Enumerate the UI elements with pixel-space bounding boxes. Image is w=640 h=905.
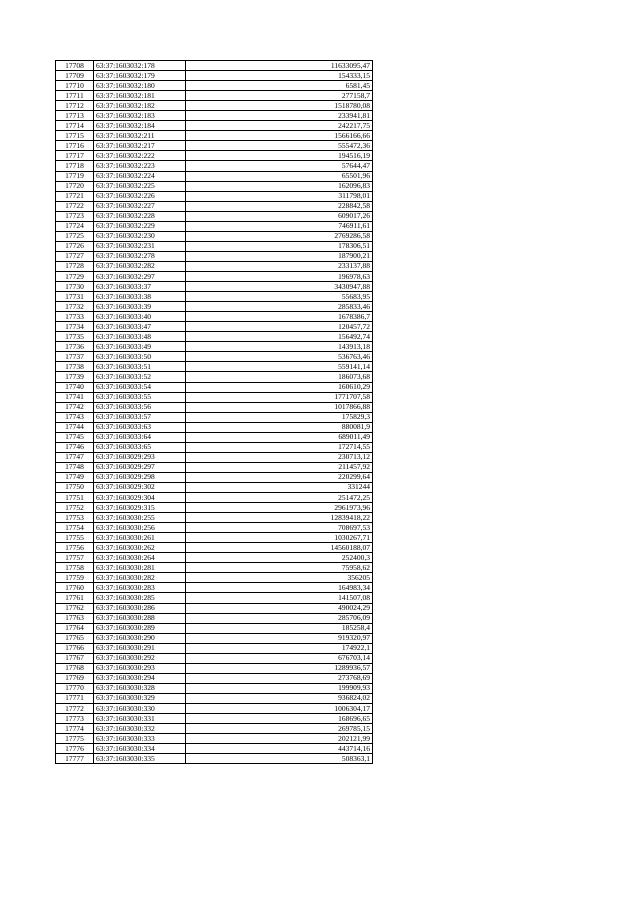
value-cell: 196978,63 <box>186 271 373 281</box>
cadastral-number-cell: 63:37:1603030:255 <box>94 513 186 523</box>
cadastral-number-cell: 63:37:1603032:225 <box>94 181 186 191</box>
row-number-cell: 17750 <box>56 482 94 492</box>
value-cell: 220299,64 <box>186 472 373 482</box>
cadastral-number-cell: 63:37:1603030:256 <box>94 523 186 533</box>
row-number-cell: 17732 <box>56 302 94 312</box>
table-row <box>56 603 373 613</box>
value-cell: 14560188,07 <box>186 543 373 553</box>
table-row <box>56 633 373 643</box>
value-cell: 57644,47 <box>186 161 373 171</box>
row-number-cell: 17716 <box>56 141 94 151</box>
row-number-cell: 17764 <box>56 623 94 633</box>
table-row <box>56 754 373 764</box>
row-number-cell: 17731 <box>56 292 94 302</box>
cadastral-number-cell: 63:37:1603032:184 <box>94 121 186 131</box>
table-row <box>56 231 373 241</box>
row-number-cell: 17767 <box>56 653 94 663</box>
value-cell: 508363,1 <box>186 754 373 764</box>
cadastral-number-cell: 63:37:1603030:331 <box>94 714 186 724</box>
value-cell: 1518780,08 <box>186 101 373 111</box>
cadastral-number-cell: 63:37:1603033:47 <box>94 322 186 332</box>
table-row <box>56 171 373 181</box>
row-number-cell: 17751 <box>56 493 94 503</box>
value-cell: 311798,01 <box>186 191 373 201</box>
table-row <box>56 673 373 683</box>
table-row <box>56 161 373 171</box>
cadastral-number-cell: 63:37:1603030:328 <box>94 683 186 693</box>
row-number-cell: 17763 <box>56 613 94 623</box>
table-row <box>56 201 373 211</box>
row-number-cell: 17755 <box>56 533 94 543</box>
table-row <box>56 623 373 633</box>
cadastral-number-cell: 63:37:1603032:224 <box>94 171 186 181</box>
table-row <box>56 683 373 693</box>
table-row <box>56 613 373 623</box>
cadastral-number-cell: 63:37:1603029:297 <box>94 462 186 472</box>
table-row <box>56 493 373 503</box>
cadastral-number-cell: 63:37:1603032:297 <box>94 271 186 281</box>
cadastral-number-cell: 63:37:1603032:226 <box>94 191 186 201</box>
table-row <box>56 462 373 472</box>
table-row <box>56 91 373 101</box>
cadastral-number-cell: 63:37:1603033:55 <box>94 392 186 402</box>
cadastral-number-cell: 63:37:1603033:52 <box>94 372 186 382</box>
row-number-cell: 17723 <box>56 211 94 221</box>
value-cell: 936824,02 <box>186 693 373 703</box>
value-cell: 55683,95 <box>186 292 373 302</box>
table-row <box>56 452 373 462</box>
cadastral-number-cell: 63:37:1603032:211 <box>94 131 186 141</box>
value-cell: 277158,7 <box>186 91 373 101</box>
table-body <box>56 61 373 764</box>
cadastral-number-cell: 63:37:1603033:57 <box>94 412 186 422</box>
row-number-cell: 17765 <box>56 633 94 643</box>
cadastral-number-cell: 63:37:1603030:294 <box>94 673 186 683</box>
row-number-cell: 17727 <box>56 251 94 261</box>
table-row <box>56 412 373 422</box>
table-row <box>56 503 373 513</box>
cadastral-number-cell: 63:37:1603032:181 <box>94 91 186 101</box>
value-cell: 175829,3 <box>186 412 373 422</box>
table-row <box>56 533 373 543</box>
value-cell: 156492,74 <box>186 332 373 342</box>
row-number-cell: 17741 <box>56 392 94 402</box>
table-row <box>56 744 373 754</box>
cadastral-number-cell: 63:37:1603030:332 <box>94 724 186 734</box>
value-cell: 1030267,71 <box>186 533 373 543</box>
value-cell: 164983,34 <box>186 583 373 593</box>
value-cell: 233941,81 <box>186 111 373 121</box>
value-cell: 120457,72 <box>186 322 373 332</box>
cadastral-number-cell: 63:37:1603030:290 <box>94 633 186 643</box>
table-row <box>56 663 373 673</box>
cadastral-number-cell: 63:37:1603030:335 <box>94 754 186 764</box>
row-number-cell: 17735 <box>56 332 94 342</box>
row-number-cell: 17770 <box>56 683 94 693</box>
row-number-cell: 17729 <box>56 271 94 281</box>
cadastral-number-cell: 63:37:1603032:222 <box>94 151 186 161</box>
value-cell: 160610,29 <box>186 382 373 392</box>
cadastral-number-cell: 63:37:1603030:282 <box>94 573 186 583</box>
cadastral-number-cell: 63:37:1603029:298 <box>94 472 186 482</box>
row-number-cell: 17740 <box>56 382 94 392</box>
row-number-cell: 17717 <box>56 151 94 161</box>
cadastral-number-cell: 63:37:1603030:333 <box>94 734 186 744</box>
row-number-cell: 17760 <box>56 583 94 593</box>
value-cell: 880081,9 <box>186 422 373 432</box>
table-row <box>56 71 373 81</box>
cadastral-number-cell: 63:37:1603032:223 <box>94 161 186 171</box>
cadastral-number-cell: 63:37:1603033:56 <box>94 402 186 412</box>
cadastral-number-cell: 63:37:1603030:334 <box>94 744 186 754</box>
table-row <box>56 121 373 131</box>
row-number-cell: 17738 <box>56 362 94 372</box>
value-cell: 143913,18 <box>186 342 373 352</box>
cadastral-number-cell: 63:37:1603033:64 <box>94 432 186 442</box>
value-cell: 331244 <box>186 482 373 492</box>
table-row <box>56 432 373 442</box>
cadastral-number-cell: 63:37:1603030:262 <box>94 543 186 553</box>
value-cell: 746911,61 <box>186 221 373 231</box>
cadastral-number-cell: 63:37:1603032:182 <box>94 101 186 111</box>
value-cell: 185258,4 <box>186 623 373 633</box>
row-number-cell: 17722 <box>56 201 94 211</box>
value-cell: 708697,53 <box>186 523 373 533</box>
table-row <box>56 573 373 583</box>
value-cell: 555472,36 <box>186 141 373 151</box>
table-row <box>56 422 373 432</box>
value-cell: 1289936,57 <box>186 663 373 673</box>
row-number-cell: 17775 <box>56 734 94 744</box>
row-number-cell: 17739 <box>56 372 94 382</box>
value-cell: 285833,46 <box>186 302 373 312</box>
cadastral-number-cell: 63:37:1603032:231 <box>94 241 186 251</box>
value-cell: 242217,75 <box>186 121 373 131</box>
row-number-cell: 17718 <box>56 161 94 171</box>
value-cell: 443714,16 <box>186 744 373 754</box>
table-row <box>56 241 373 251</box>
cadastral-number-cell: 63:37:1603033:48 <box>94 332 186 342</box>
value-cell: 162096,83 <box>186 181 373 191</box>
table-row <box>56 151 373 161</box>
value-cell: 1771707,58 <box>186 392 373 402</box>
cadastral-number-cell: 63:37:1603030:285 <box>94 593 186 603</box>
cadastral-number-cell: 63:37:1603032:227 <box>94 201 186 211</box>
table-row <box>56 101 373 111</box>
row-number-cell: 17768 <box>56 663 94 673</box>
table-row <box>56 261 373 271</box>
row-number-cell: 17725 <box>56 231 94 241</box>
cadastral-number-cell: 63:37:1603030:293 <box>94 663 186 673</box>
value-cell: 172714,55 <box>186 442 373 452</box>
row-number-cell: 17721 <box>56 191 94 201</box>
table-row <box>56 61 373 71</box>
table-row <box>56 513 373 523</box>
value-cell: 178306,51 <box>186 241 373 251</box>
row-number-cell: 17719 <box>56 171 94 181</box>
row-number-cell: 17773 <box>56 714 94 724</box>
row-number-cell: 17720 <box>56 181 94 191</box>
cadastral-number-cell: 63:37:1603033:51 <box>94 362 186 372</box>
table-row <box>56 131 373 141</box>
row-number-cell: 17749 <box>56 472 94 482</box>
value-cell: 676703,14 <box>186 653 373 663</box>
row-number-cell: 17747 <box>56 452 94 462</box>
cadastral-number-cell: 63:37:1603033:65 <box>94 442 186 452</box>
row-number-cell: 17766 <box>56 643 94 653</box>
row-number-cell: 17756 <box>56 543 94 553</box>
row-number-cell: 17712 <box>56 101 94 111</box>
table-row <box>56 402 373 412</box>
cadastral-number-cell: 63:37:1603033:63 <box>94 422 186 432</box>
table-row <box>56 302 373 312</box>
row-number-cell: 17754 <box>56 523 94 533</box>
cadastral-number-cell: 63:37:1603033:39 <box>94 302 186 312</box>
cadastral-number-cell: 63:37:1603029:304 <box>94 493 186 503</box>
table-row <box>56 543 373 553</box>
row-number-cell: 17774 <box>56 724 94 734</box>
table-row <box>56 362 373 372</box>
cadastral-number-cell: 63:37:1603033:50 <box>94 352 186 362</box>
cadastral-number-cell: 63:37:1603029:293 <box>94 452 186 462</box>
row-number-cell: 17708 <box>56 61 94 71</box>
value-cell: 141507,08 <box>186 593 373 603</box>
table-row <box>56 392 373 402</box>
value-cell: 285706,09 <box>186 613 373 623</box>
row-number-cell: 17745 <box>56 432 94 442</box>
table-row <box>56 282 373 292</box>
table-row <box>56 342 373 352</box>
table-row <box>56 734 373 744</box>
table-row <box>56 332 373 342</box>
table-row <box>56 583 373 593</box>
row-number-cell: 17733 <box>56 312 94 322</box>
value-cell: 559141,14 <box>186 362 373 372</box>
row-number-cell: 17714 <box>56 121 94 131</box>
row-number-cell: 17730 <box>56 282 94 292</box>
row-number-cell: 17759 <box>56 573 94 583</box>
cadastral-number-cell: 63:37:1603030:283 <box>94 583 186 593</box>
cadastral-number-cell: 63:37:1603033:49 <box>94 342 186 352</box>
row-number-cell: 17737 <box>56 352 94 362</box>
table-row <box>56 251 373 261</box>
table-row <box>56 111 373 121</box>
value-cell: 75958,62 <box>186 563 373 573</box>
table-row <box>56 714 373 724</box>
cadastral-number-cell: 63:37:1603030:330 <box>94 704 186 714</box>
cadastral-number-cell: 63:37:1603030:288 <box>94 613 186 623</box>
table-row <box>56 352 373 362</box>
value-cell: 199909,93 <box>186 683 373 693</box>
table-row <box>56 643 373 653</box>
value-cell: 12839418,22 <box>186 513 373 523</box>
table-row <box>56 141 373 151</box>
cadastral-number-cell: 63:37:1603032:217 <box>94 141 186 151</box>
value-cell: 187900,21 <box>186 251 373 261</box>
table-row <box>56 653 373 663</box>
row-number-cell: 17752 <box>56 503 94 513</box>
table-row <box>56 271 373 281</box>
value-cell: 1678386,7 <box>186 312 373 322</box>
row-number-cell: 17748 <box>56 462 94 472</box>
row-number-cell: 17776 <box>56 744 94 754</box>
table-row <box>56 312 373 322</box>
value-cell: 490024,29 <box>186 603 373 613</box>
row-number-cell: 17742 <box>56 402 94 412</box>
cadastral-number-cell: 63:37:1603030:291 <box>94 643 186 653</box>
value-cell: 11633095,47 <box>186 61 373 71</box>
cadastral-number-cell: 63:37:1603029:315 <box>94 503 186 513</box>
cadastral-number-cell: 63:37:1603032:180 <box>94 81 186 91</box>
table-row <box>56 322 373 332</box>
cadastral-number-cell: 63:37:1603030:264 <box>94 553 186 563</box>
cadastral-number-cell: 63:37:1603033:38 <box>94 292 186 302</box>
row-number-cell: 17743 <box>56 412 94 422</box>
table-row <box>56 292 373 302</box>
value-cell: 6581,45 <box>186 81 373 91</box>
row-number-cell: 17726 <box>56 241 94 251</box>
value-cell: 174922,1 <box>186 643 373 653</box>
value-cell: 689011,49 <box>186 432 373 442</box>
row-number-cell: 17771 <box>56 693 94 703</box>
value-cell: 194516,19 <box>186 151 373 161</box>
cadastral-number-cell: 63:37:1603032:228 <box>94 211 186 221</box>
value-cell: 919320,97 <box>186 633 373 643</box>
row-number-cell: 17777 <box>56 754 94 764</box>
row-number-cell: 17736 <box>56 342 94 352</box>
cadastral-number-cell: 63:37:1603033:54 <box>94 382 186 392</box>
cadastral-number-cell: 63:37:1603032:282 <box>94 261 186 271</box>
row-number-cell: 17711 <box>56 91 94 101</box>
value-cell: 168696,65 <box>186 714 373 724</box>
value-cell: 2961973,96 <box>186 503 373 513</box>
row-number-cell: 17709 <box>56 71 94 81</box>
value-cell: 202121,99 <box>186 734 373 744</box>
row-number-cell: 17744 <box>56 422 94 432</box>
row-number-cell: 17761 <box>56 593 94 603</box>
value-cell: 609017,26 <box>186 211 373 221</box>
value-cell: 1566166,66 <box>186 131 373 141</box>
value-cell: 356205 <box>186 573 373 583</box>
row-number-cell: 17724 <box>56 221 94 231</box>
table-row <box>56 693 373 703</box>
row-number-cell: 17734 <box>56 322 94 332</box>
cadastral-number-cell: 63:37:1603032:230 <box>94 231 186 241</box>
cadastral-number-cell: 63:37:1603029:302 <box>94 482 186 492</box>
value-cell: 228842,58 <box>186 201 373 211</box>
cadastral-number-cell: 63:37:1603030:289 <box>94 623 186 633</box>
table-row <box>56 593 373 603</box>
row-number-cell: 17710 <box>56 81 94 91</box>
cadastral-number-cell: 63:37:1603033:40 <box>94 312 186 322</box>
row-number-cell: 17757 <box>56 553 94 563</box>
table-row <box>56 553 373 563</box>
value-cell: 2769286,58 <box>186 231 373 241</box>
row-number-cell: 17762 <box>56 603 94 613</box>
row-number-cell: 17713 <box>56 111 94 121</box>
table-row <box>56 211 373 221</box>
value-cell: 186073,68 <box>186 372 373 382</box>
value-cell: 1017866,88 <box>186 402 373 412</box>
cadastral-number-cell: 63:37:1603030:292 <box>94 653 186 663</box>
value-cell: 1006304,17 <box>186 704 373 714</box>
table-row <box>56 191 373 201</box>
value-cell: 230713,12 <box>186 452 373 462</box>
cadastral-value-table <box>55 60 373 764</box>
cadastral-number-cell: 63:37:1603032:278 <box>94 251 186 261</box>
table-row <box>56 563 373 573</box>
value-cell: 65501,96 <box>186 171 373 181</box>
table-row <box>56 704 373 714</box>
value-cell: 269785,15 <box>186 724 373 734</box>
row-number-cell: 17728 <box>56 261 94 271</box>
table-row <box>56 372 373 382</box>
value-cell: 3430947,88 <box>186 282 373 292</box>
table-row <box>56 472 373 482</box>
value-cell: 211457,92 <box>186 462 373 472</box>
value-cell: 273768,69 <box>186 673 373 683</box>
value-cell: 154333,15 <box>186 71 373 81</box>
table-row <box>56 523 373 533</box>
table-row <box>56 221 373 231</box>
row-number-cell: 17758 <box>56 563 94 573</box>
value-cell: 251472,25 <box>186 493 373 503</box>
cadastral-number-cell: 63:37:1603033:37 <box>94 282 186 292</box>
table-row <box>56 81 373 91</box>
cadastral-number-cell: 63:37:1603030:329 <box>94 693 186 703</box>
value-cell: 536763,46 <box>186 352 373 362</box>
row-number-cell: 17753 <box>56 513 94 523</box>
cadastral-number-cell: 63:37:1603030:286 <box>94 603 186 613</box>
cadastral-number-cell: 63:37:1603032:183 <box>94 111 186 121</box>
table-row <box>56 482 373 492</box>
row-number-cell: 17715 <box>56 131 94 141</box>
cadastral-number-cell: 63:37:1603032:229 <box>94 221 186 231</box>
cadastral-number-cell: 63:37:1603032:178 <box>94 61 186 71</box>
table-row <box>56 442 373 452</box>
value-cell: 252400,3 <box>186 553 373 563</box>
row-number-cell: 17772 <box>56 704 94 714</box>
row-number-cell: 17746 <box>56 442 94 452</box>
cadastral-number-cell: 63:37:1603030:281 <box>94 563 186 573</box>
table-row <box>56 181 373 191</box>
row-number-cell: 17769 <box>56 673 94 683</box>
table-row <box>56 382 373 392</box>
cadastral-number-cell: 63:37:1603032:179 <box>94 71 186 81</box>
table-row <box>56 724 373 734</box>
cadastral-number-cell: 63:37:1603030:261 <box>94 533 186 543</box>
value-cell: 233137,88 <box>186 261 373 271</box>
